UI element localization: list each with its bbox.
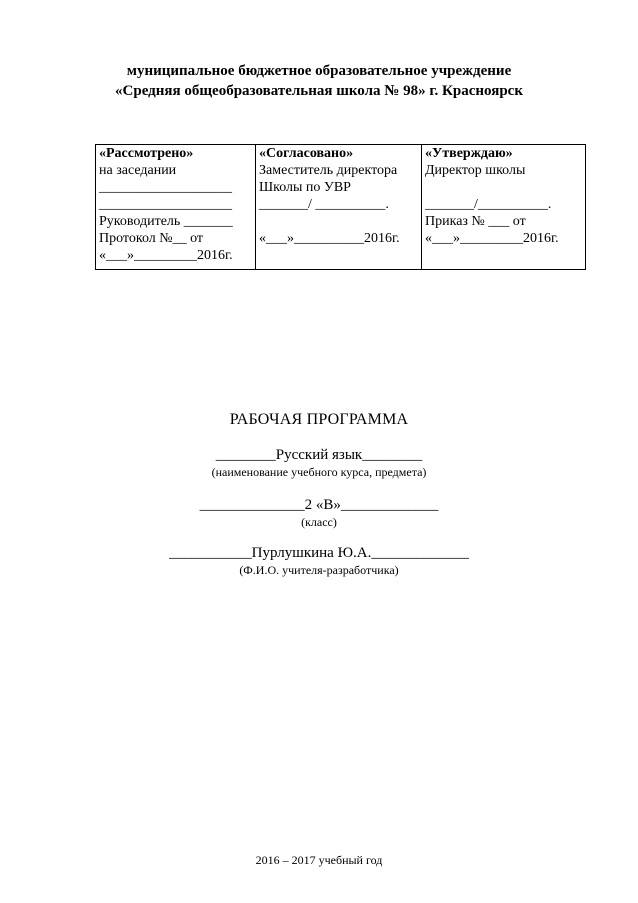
approval-agreed-line-5: «___»__________2016г. <box>259 231 400 246</box>
subject-field <box>0 446 638 464</box>
school-header-line-1: муниципальное бюджетное образовательное учреждение <box>126 63 512 79</box>
approval-approved-line-2 <box>425 179 585 196</box>
approval-approved-title: «Утверждаю» <box>425 146 513 161</box>
approval-approved-line-5: «___»_________2016г. <box>425 231 559 246</box>
school-header-line-2: «Средняя общеобразовательная школа № 98» г. Красноярск <box>115 83 523 99</box>
approval-approved-cell <box>422 145 586 270</box>
approval-approved-line-3: _______/__________. <box>425 197 552 212</box>
approval-agreed-line-2: Школы по УВР <box>259 180 351 195</box>
academic-year: 2016 – 2017 учебный год <box>255 853 383 867</box>
approval-agreed-line-4 <box>259 213 421 230</box>
subject-caption: (наименование учебного курса, предмета) <box>211 465 427 479</box>
teacher-field <box>0 544 638 562</box>
approval-considered-cell <box>96 145 256 270</box>
approval-considered-line-6: «___»_________2016г. <box>99 248 233 263</box>
approval-considered-title: «Рассмотрено» <box>99 146 194 161</box>
approval-considered-line-5: Протокол №__ от <box>99 231 204 246</box>
approval-considered-line-3: ___________________ <box>99 197 232 212</box>
teacher-caption: (Ф.И.О. учителя-разработчика) <box>239 563 399 577</box>
approval-considered-line-4: Руководитель _______ <box>99 214 233 229</box>
program-title: РАБОЧАЯ ПРОГРАММА <box>229 411 409 428</box>
approval-agreed-title: «Согласовано» <box>259 146 354 161</box>
school-header <box>0 61 638 101</box>
approval-table <box>95 144 586 270</box>
approval-approved-line-1: Директор школы <box>425 163 526 178</box>
class-field <box>0 496 638 514</box>
teacher-value: ___________Пурлушкина Ю.А._____________ <box>169 545 469 561</box>
approval-agreed-cell <box>256 145 422 270</box>
approval-agreed-line-1: Заместитель директора <box>259 163 398 178</box>
subject-value: ________Русский язык________ <box>215 447 423 463</box>
approval-agreed-line-3: _______/ __________. <box>259 197 389 212</box>
class-caption: (класс) <box>301 515 337 529</box>
approval-considered-line-1: на заседании <box>99 163 177 178</box>
approval-considered-line-2: ___________________ <box>99 180 232 195</box>
approval-approved-line-4: Приказ № ___ от <box>425 214 526 229</box>
class-value: ______________2 «В»_____________ <box>199 497 439 513</box>
